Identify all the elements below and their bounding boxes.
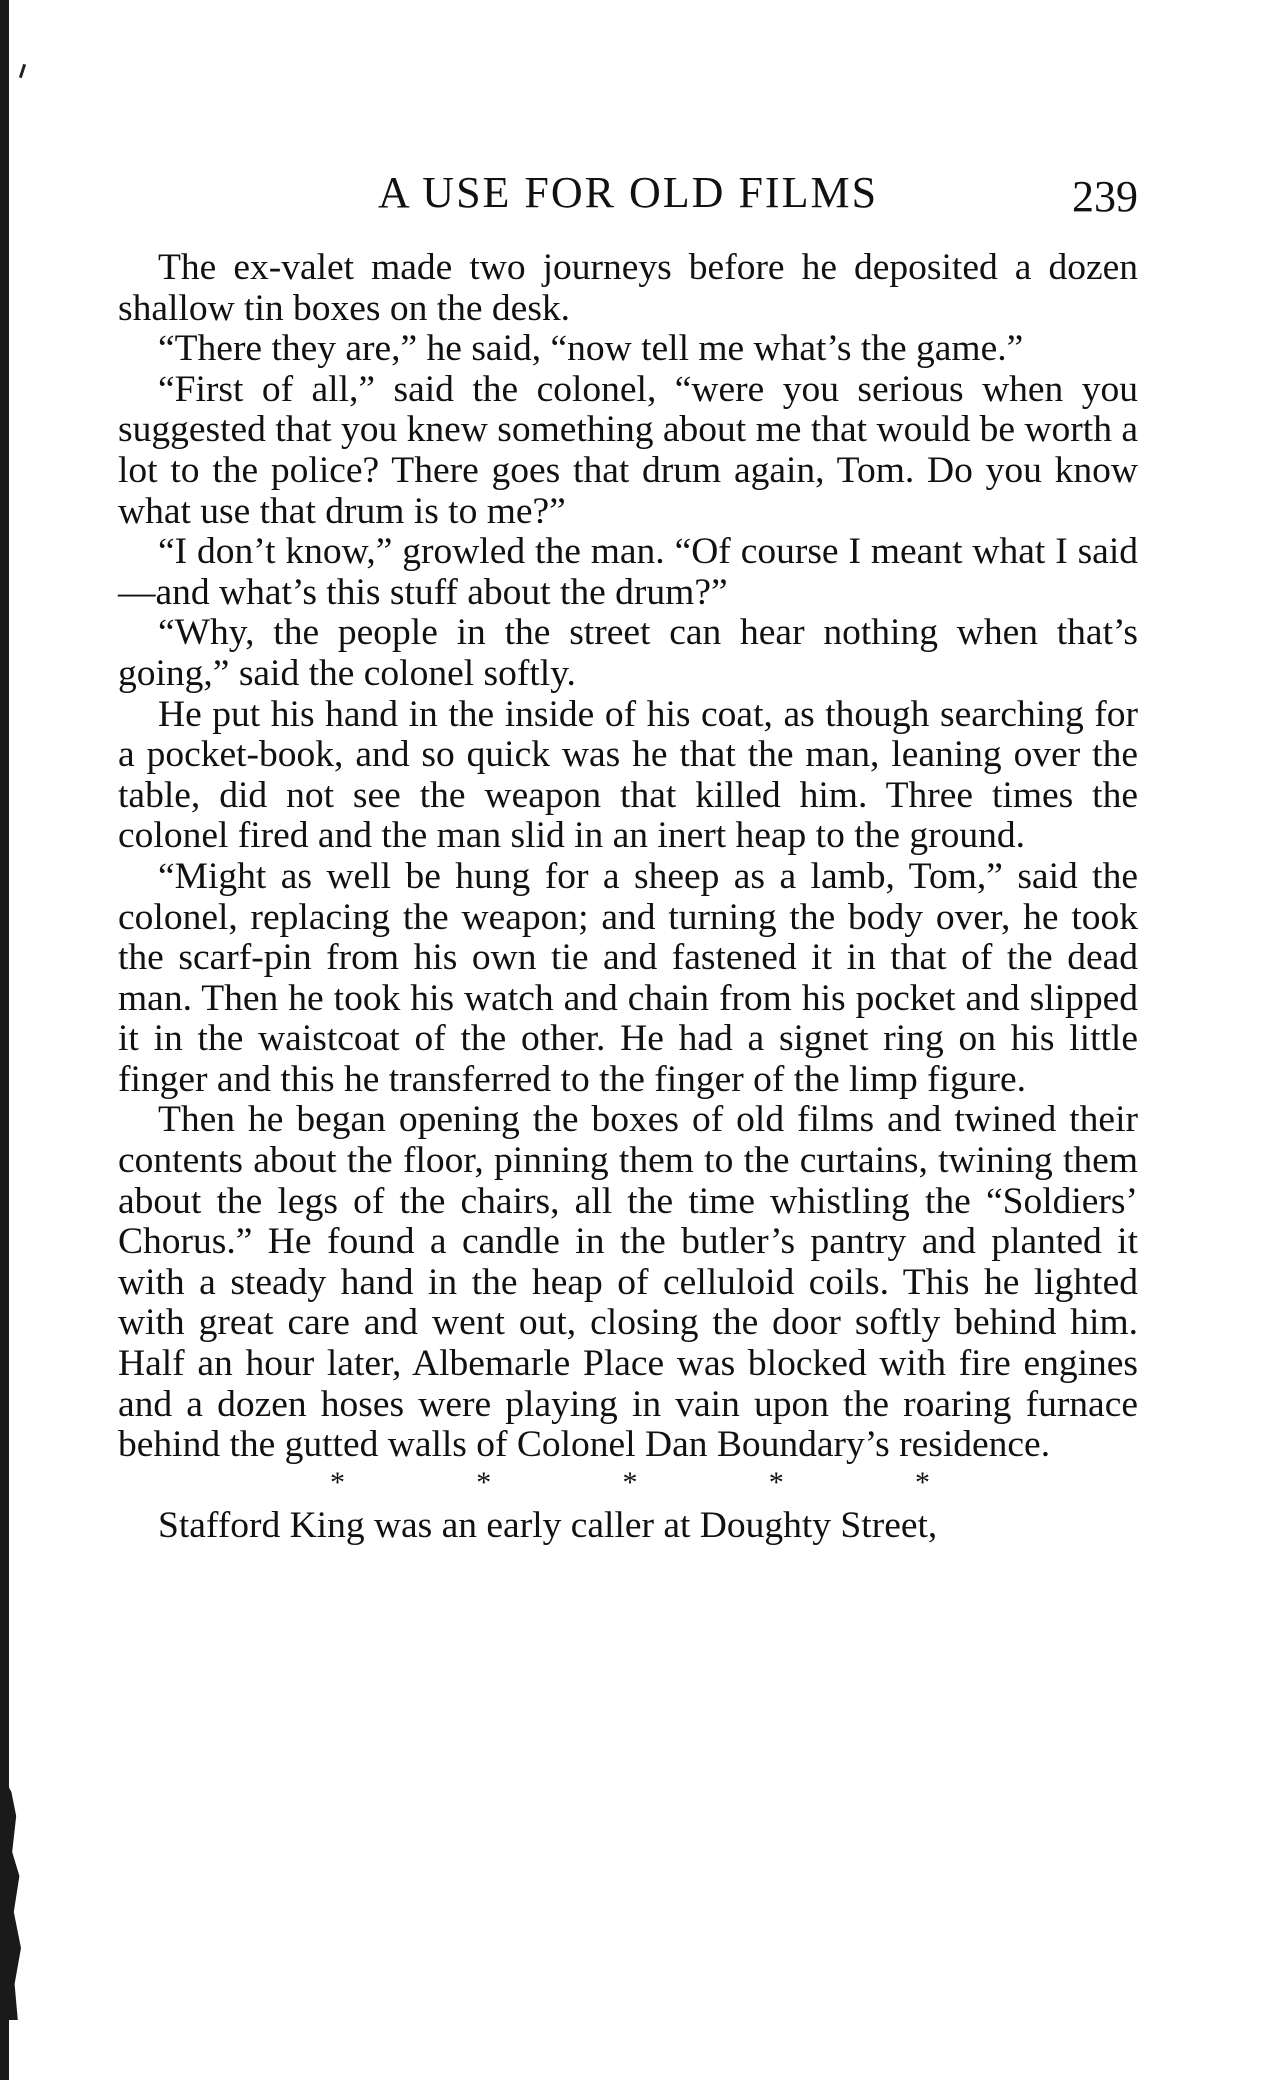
paragraph: “First of all,” said the colonel, “were you serious when you suggested that you knew something about me that would be worth a lot to the police? There goes that drum again, Tom. Do you know what use that drum is to me?” bbox=[118, 368, 1138, 532]
page-header bbox=[118, 167, 1138, 223]
book-spine-shadow bbox=[0, 0, 9, 2080]
paragraph: He put his hand in the inside of his coat, as though searching for a pocket-book, and so quick was he that the man, leaning over the table, did not see the weapon that killed him. Three times the colonel fired and the man slid in an inert heap to the ground. bbox=[118, 693, 1138, 857]
paragraph: “Why, the people in the street can hear nothing when that’s going,” said the colonel softly. bbox=[118, 612, 1138, 694]
section-separator bbox=[330, 1466, 930, 1500]
page-number: 239 bbox=[1072, 172, 1138, 221]
final-line: Stafford King was an early caller at Doughty Street, bbox=[158, 1504, 938, 1546]
paragraph: “Might as well be hung for a sheep as a lamb, Tom,” said the colonel, replacing the weapon; and turning the body over, he took the scarf-pin from his own tie and fastened it in that of the dead man. Then he took his watch and chain from his pocket and slipped it in the waistcoat of the other. He had a signet ring on his little finger and this he transferred to the finger of the limp figure. bbox=[118, 855, 1138, 1100]
separator-asterisk: * bbox=[330, 1465, 345, 1499]
separator-asterisk: * bbox=[622, 1465, 638, 1499]
separator-asterisk: * bbox=[476, 1465, 492, 1499]
print-speck bbox=[19, 64, 26, 78]
page-edge-shadow bbox=[5, 1780, 21, 2020]
separator-asterisk: * bbox=[768, 1465, 784, 1499]
paragraph: Then he began opening the boxes of old films and twined their contents about the floor, pinning them to the curtains, twining them about the legs of the chairs, all the time whistling the “Soldiers’ Chorus.” He found a candle in the butler’s pantry and planted it with a steady hand in the heap of celluloid coils. This he lighted with great care and went out, closing the door softly behind him. Half an hour later, Albemarle Place was blocked with fire engines and a dozen hoses were playing in vain upon the roaring furnace behind the gutted walls of Colonel Dan Boundary’s residence. bbox=[118, 1099, 1138, 1466]
running-title: A USE FOR OLD FILMS bbox=[377, 168, 879, 217]
paragraph: “There they are,” he said, “now tell me what’s the game.” bbox=[158, 328, 1024, 370]
body-text bbox=[118, 248, 1138, 1546]
separator-asterisk: * bbox=[915, 1465, 930, 1499]
paragraph: The ex-valet made two journeys before he deposited a dozen shallow tin boxes on the desk. bbox=[118, 247, 1138, 329]
paragraph: “I don’t know,” growled the man. “Of course I meant what I said—and what’s this stuff about the drum?” bbox=[118, 531, 1138, 613]
